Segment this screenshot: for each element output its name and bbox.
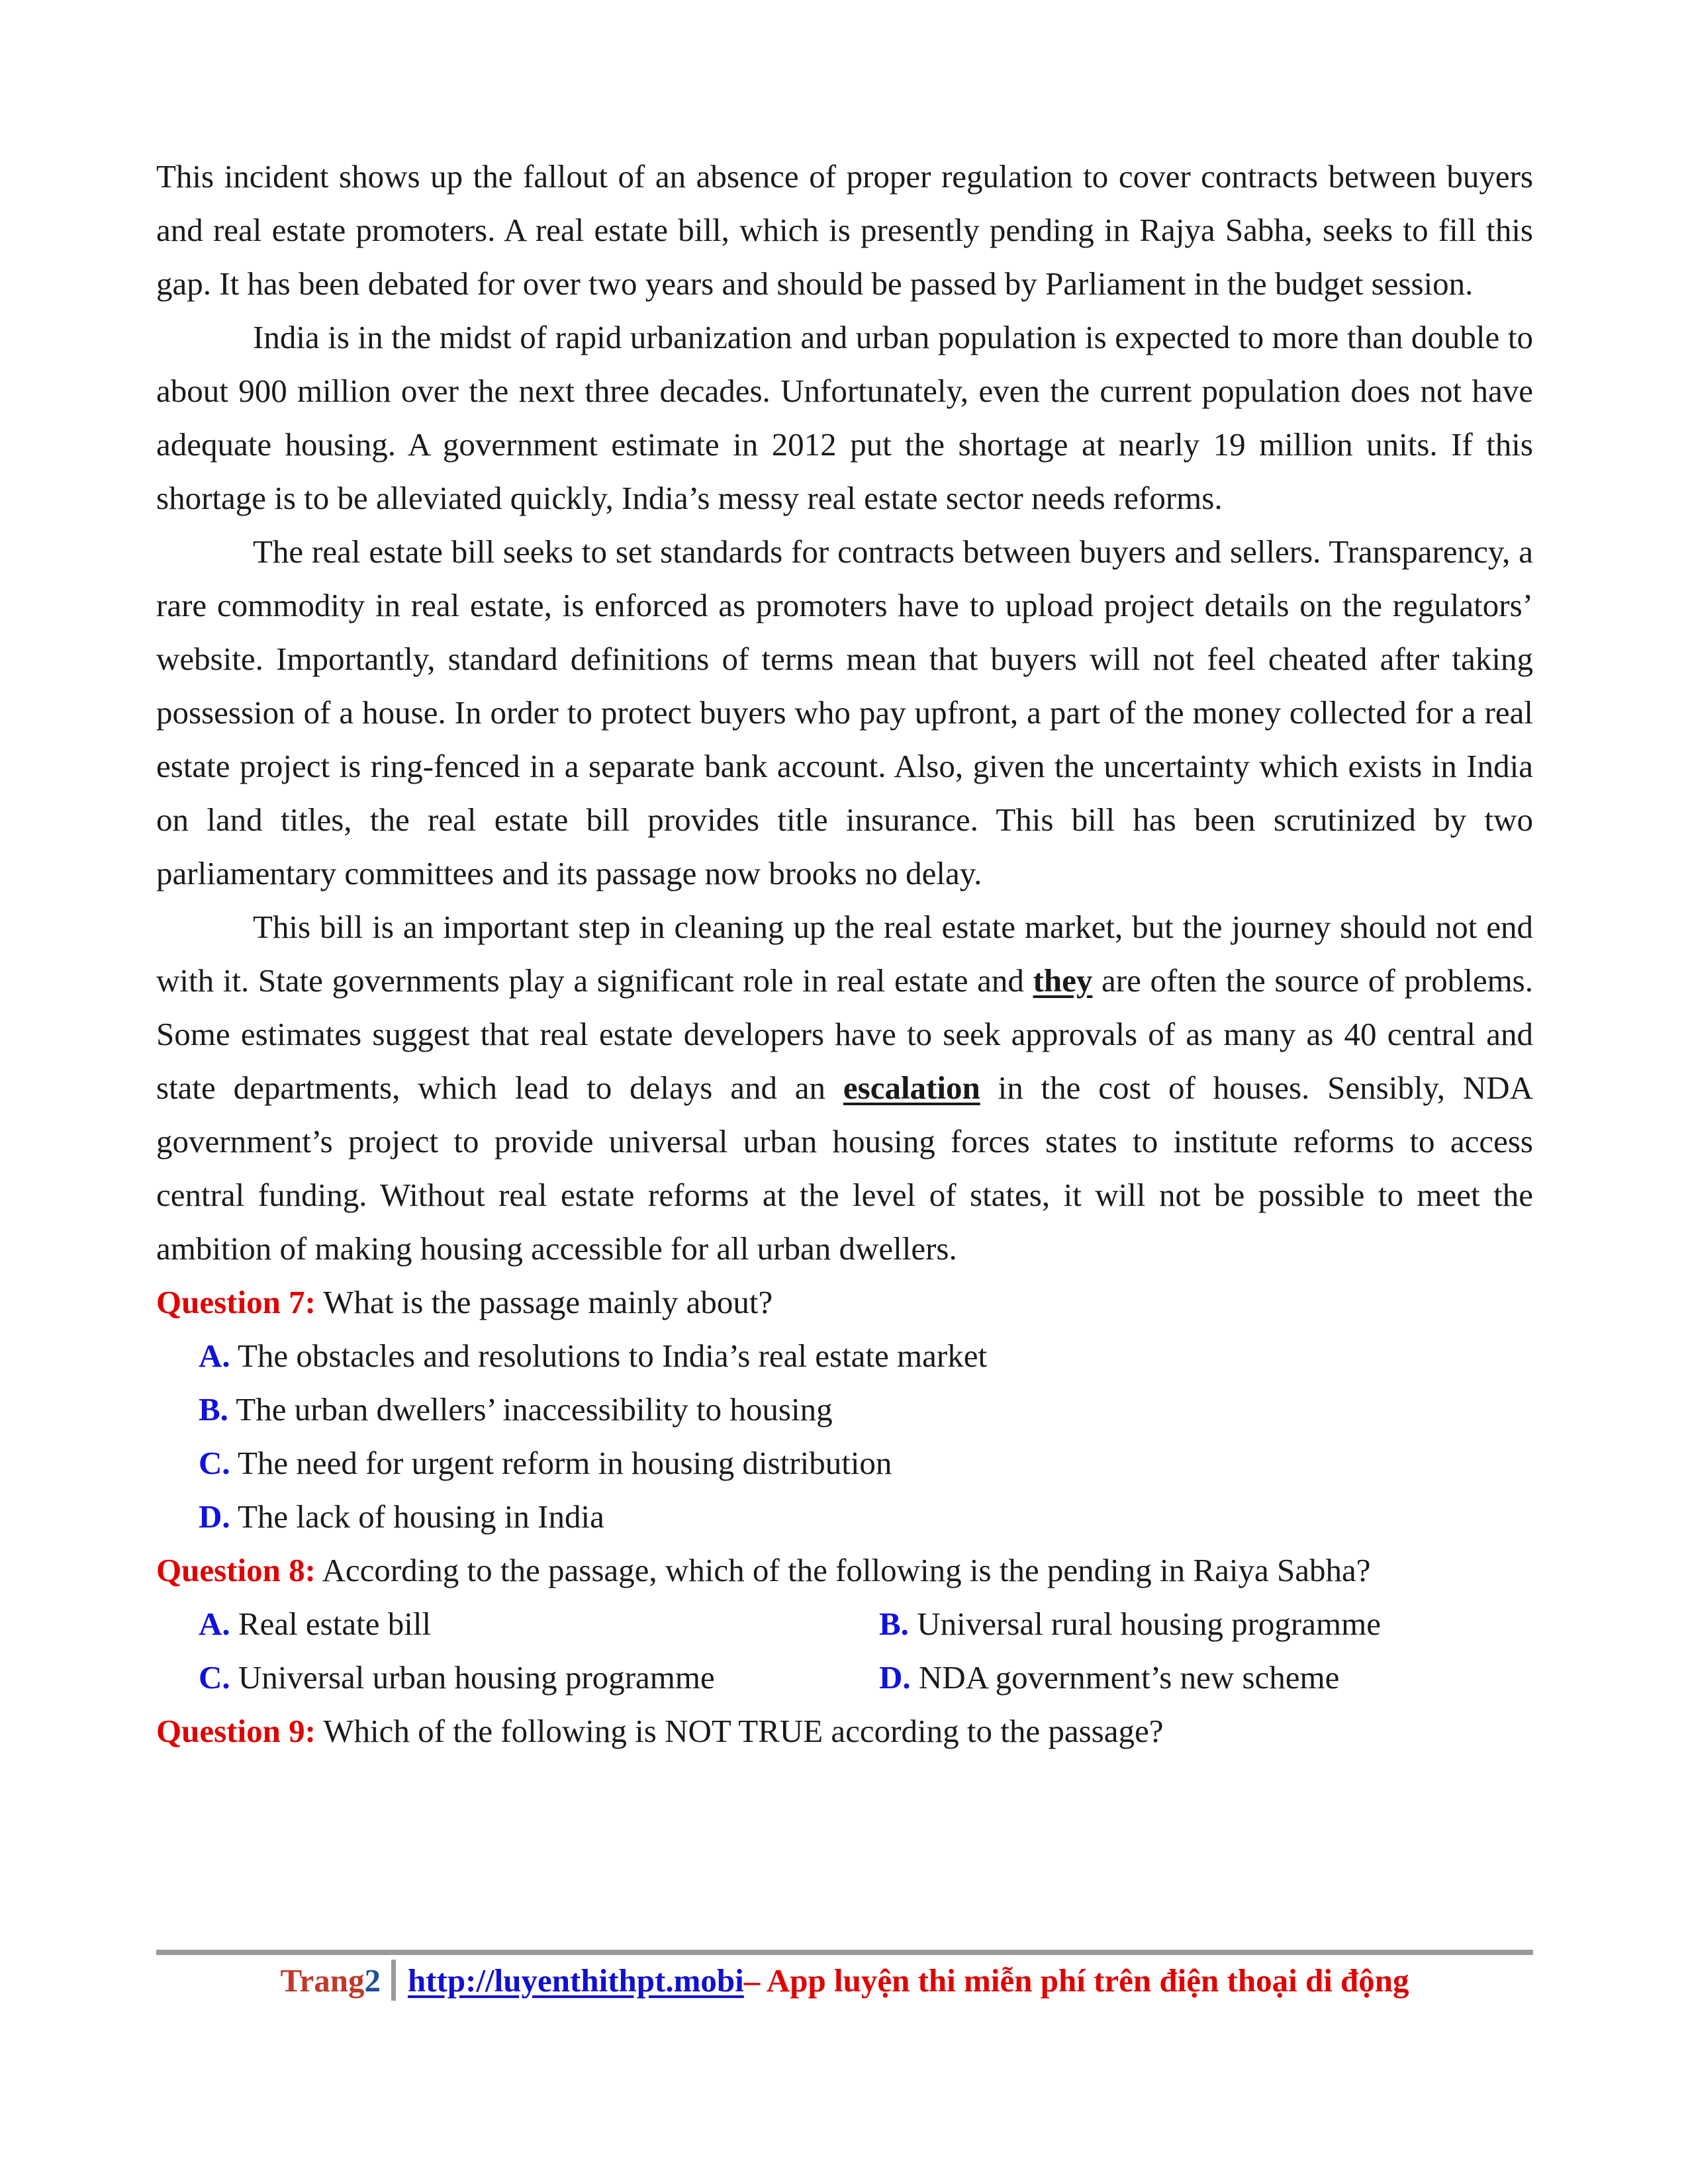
document-body	[156, 150, 1533, 1758]
question-7-option-d[interactable]	[199, 1490, 1533, 1543]
option-letter: A.	[199, 1606, 230, 1642]
footer-page-word: Trang	[280, 1962, 365, 1999]
passage-paragraph-1: This incident shows up the fallout of an absence of proper regulation to cover contracts between buyers and real estate promoters. A real estate bill, which is presently pending in Rajya Sabha, seeks to fill this gap. It has been debated for over two years and should be passed by Parliament in the budget session.	[156, 158, 1533, 302]
option-letter: D.	[879, 1659, 911, 1696]
question-8-text: According to the passage, which of the following is the pending in Raiya Sabha?	[315, 1552, 1371, 1588]
paragraph-4-text-a: This bill is an important step in cleaning up the real estate market, but the journey should not end with it. State governments play a significant role in real estate and	[156, 909, 1533, 999]
question-7-text: What is the passage mainly about?	[315, 1284, 773, 1320]
highlighted-word-escalation: escalation	[843, 1069, 980, 1106]
question-8-label: Question 8:	[156, 1552, 316, 1588]
question-7-option-c[interactable]	[199, 1436, 1533, 1490]
question-8-options-row-1	[199, 1597, 1533, 1651]
option-letter: B.	[199, 1391, 228, 1428]
question-8-option-d[interactable]	[879, 1651, 1560, 1704]
footer-page-number: 2	[364, 1962, 381, 1999]
option-text: Real estate bill	[230, 1606, 432, 1642]
page-footer	[156, 1954, 1533, 2007]
question-8-option-a[interactable]	[199, 1597, 879, 1651]
paragraph-4-text-b: are often the source of problems. Some estimates suggest that real estate developers have to seek approvals of as many as 40 central and state departments, which lead to delays and an	[156, 962, 1533, 1106]
option-letter: C.	[199, 1659, 230, 1696]
option-text: Universal rural housing programme	[908, 1606, 1381, 1642]
option-letter: A.	[199, 1338, 230, 1374]
option-text: NDA government’s new scheme	[910, 1659, 1340, 1696]
question-7-option-a[interactable]	[199, 1329, 1533, 1383]
question-8-options-row-2	[199, 1651, 1533, 1704]
question-8-option-c[interactable]	[199, 1651, 879, 1704]
option-text: The need for urgent reform in housing distribution	[230, 1445, 892, 1481]
option-letter: C.	[199, 1445, 230, 1481]
footer-tagline: – App luyện thi miễn phí trên điện thoại di động	[743, 1962, 1409, 1999]
question-9-label: Question 9:	[156, 1713, 316, 1749]
passage-paragraph-3: The real estate bill seeks to set standards for contracts between buyers and sellers. Transparency, a rare commodity in real estate, is enforced as promoters have to upload project details on the regulators’ website. Importantly, standard definitions of terms mean that buyers will not feel cheated after taking possession of a house. In order to protect buyers who pay upfront, a part of the money collected for a real estate project is ring-fenced in a separate bank account. Also, given the uncertainty which exists in India on land titles, the real estate bill provides title insurance. This bill has been scrutinized by two parliamentary committees and its passage now brooks no delay.	[156, 533, 1533, 891]
option-text: The urban dwellers’ inaccessibility to housing	[228, 1391, 833, 1428]
option-text: Universal urban housing programme	[230, 1659, 715, 1696]
footer-website-link[interactable]: http://luyenthithpt.mobi	[407, 1962, 744, 1999]
question-8-option-b[interactable]	[879, 1597, 1560, 1651]
option-text: The obstacles and resolutions to India’s real estate market	[230, 1338, 988, 1374]
question-7	[156, 1275, 1533, 1329]
question-7-option-b[interactable]	[199, 1383, 1533, 1436]
question-9	[156, 1704, 1533, 1758]
question-7-options	[156, 1329, 1533, 1543]
question-8	[156, 1543, 1533, 1597]
footer-separator	[391, 1960, 396, 2001]
option-letter: B.	[879, 1606, 909, 1642]
question-7-label: Question 7:	[156, 1284, 316, 1320]
passage-paragraph-2: India is in the midst of rapid urbanization and urban population is expected to more than double to about 900 million over the next three decades. Unfortunately, even the current population does not have adequate housing. A government estimate in 2012 put the shortage at nearly 19 million units. If this shortage is to be alleviated quickly, India’s messy real estate sector needs reforms.	[156, 319, 1533, 516]
highlighted-word-they: they	[1033, 962, 1093, 999]
question-9-text: Which of the following is NOT TRUE according to the passage?	[315, 1713, 1164, 1749]
option-letter: D.	[199, 1498, 230, 1535]
passage-paragraph-4	[156, 900, 1533, 1275]
question-8-options	[156, 1597, 1533, 1704]
paragraph-4-text-c: in the cost of houses. Sensibly, NDA government’s project to provide universal urban housing forces states to institute reforms to access central funding. Without real estate reforms at the level of states, it will not be possible to meet the ambition of making housing accessible for all urban dwellers.	[156, 1069, 1533, 1267]
option-text: The lack of housing in India	[230, 1498, 604, 1535]
